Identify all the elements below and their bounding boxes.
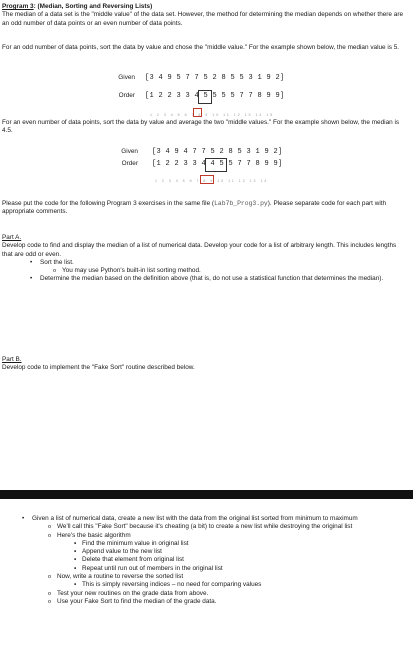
odd-index-row: 1 2 3 4 5 6 7 8 9 10 11 12 13 14 15 (150, 113, 275, 117)
fake-sort-subitem-name: o We'll call this "Fake Sort" because it's cheating (a bit) to create a new list while destroying the original list (57, 523, 405, 531)
header (2, 3, 407, 28)
fake-sort-subitem-reverse: o Now, write a routine to reverse the sorted list (57, 573, 405, 581)
algorithm-step-1: ▪ Find the minimum value in original list (82, 540, 405, 548)
title-text: : (Median, Sorting and Reversing Lists) (33, 3, 153, 10)
fake-sort-subitem-algorithm: o Here's the basic algorithm (57, 532, 405, 540)
instructions (2, 200, 407, 217)
even-index-highlight (200, 175, 214, 184)
fake-sort-item-intro: • Given a list of numerical data, create a new list with the data from the original list sorted from minimum to maximum (32, 515, 405, 523)
odd-order-label: Order (118, 92, 135, 99)
odd-order-seq: [1 2 2 3 3 4 5 5 5 5 7 7 8 9 9] (145, 92, 285, 100)
part-a-item-median: • Determine the median based on the definition above (that is, do not use a statistical function that determines the median). (40, 275, 407, 283)
part-a (2, 234, 407, 284)
algorithm-step-2: ▪ Append value to the new list (82, 548, 405, 556)
odd-index-highlight (193, 108, 202, 117)
algorithm-step-4: ▪ Repeat until run out of members in the original list (82, 565, 405, 573)
even-median-box (205, 158, 227, 172)
page-title (2, 3, 407, 11)
intro-paragraph: The median of a data set is the "middle value" of the data set. However, the method for determining the median depends on whether there are an odd number of data points or an even number of data points. (2, 11, 403, 27)
fake-sort-subitem-median: o Use your Fake Sort to find the median of the grade data. (57, 598, 405, 606)
part-a-text: Develop code to find and display the median of a list of numerical data. Develop your code for a list of arbitrary length. This includes lengths that are odd or even. (2, 242, 397, 258)
even-description: For an even number of data points, sort the data by value and average the two "middle values." For the example shown below, the median is 4.5. (2, 119, 400, 135)
fake-sort-subitem-test: o Test your new routines on the grade data from above. (57, 590, 405, 598)
part-a-list (2, 259, 407, 284)
program-label: Program 3 (2, 3, 34, 10)
instructions-post: ). Please separate code for each part with appropriate comments. (2, 200, 387, 216)
odd-median-box (198, 90, 212, 104)
even-order-label: Order (121, 160, 138, 167)
part-b (2, 356, 407, 373)
file-name: Lab7b_Prog3.py (214, 200, 268, 207)
reverse-note: ▪ This is simply reversing indices – no need for comparing values (82, 581, 405, 589)
algorithm-step-3: ▪ Delete that element from original list (82, 556, 405, 564)
even-given-label: Given (121, 148, 138, 155)
odd-description: For an odd number of data points, sort the data by value and chose the "middle value." For the example shown below, the median value is 5. (2, 44, 400, 51)
even-example (0, 148, 413, 193)
part-a-item-sort: • Sort the list. (40, 259, 407, 267)
divider-bar (0, 490, 413, 499)
even-given-seq: [3 4 9 4 7 7 5 2 8 5 3 1 9 2] (152, 148, 283, 156)
odd-section (2, 44, 407, 52)
part-a-heading: Part A. (2, 234, 22, 241)
even-section (2, 119, 407, 136)
odd-given-label: Given (118, 74, 135, 81)
part-b-heading: Part B. (2, 356, 22, 363)
instructions-pre: Please put the code for the following Program 3 exercises in the same file ( (2, 200, 215, 207)
part-a-subitem-builtin: o You may use Python's built-in list sorting method. (62, 267, 407, 275)
fake-sort-section (2, 515, 405, 606)
part-b-text: Develop code to implement the "Fake Sort" routine described below. (2, 364, 195, 372)
odd-given-seq: [3 4 9 5 7 7 5 2 8 5 5 3 1 9 2] (145, 74, 285, 82)
even-order-seq: [1 2 2 3 3 4 4 5 5 7 7 8 9 9] (152, 160, 283, 168)
instructions-text (2, 200, 407, 217)
fake-sort-list (2, 515, 405, 606)
even-index-row: 1 2 3 4 5 6 7 8 9 10 11 12 13 14 (155, 179, 269, 183)
